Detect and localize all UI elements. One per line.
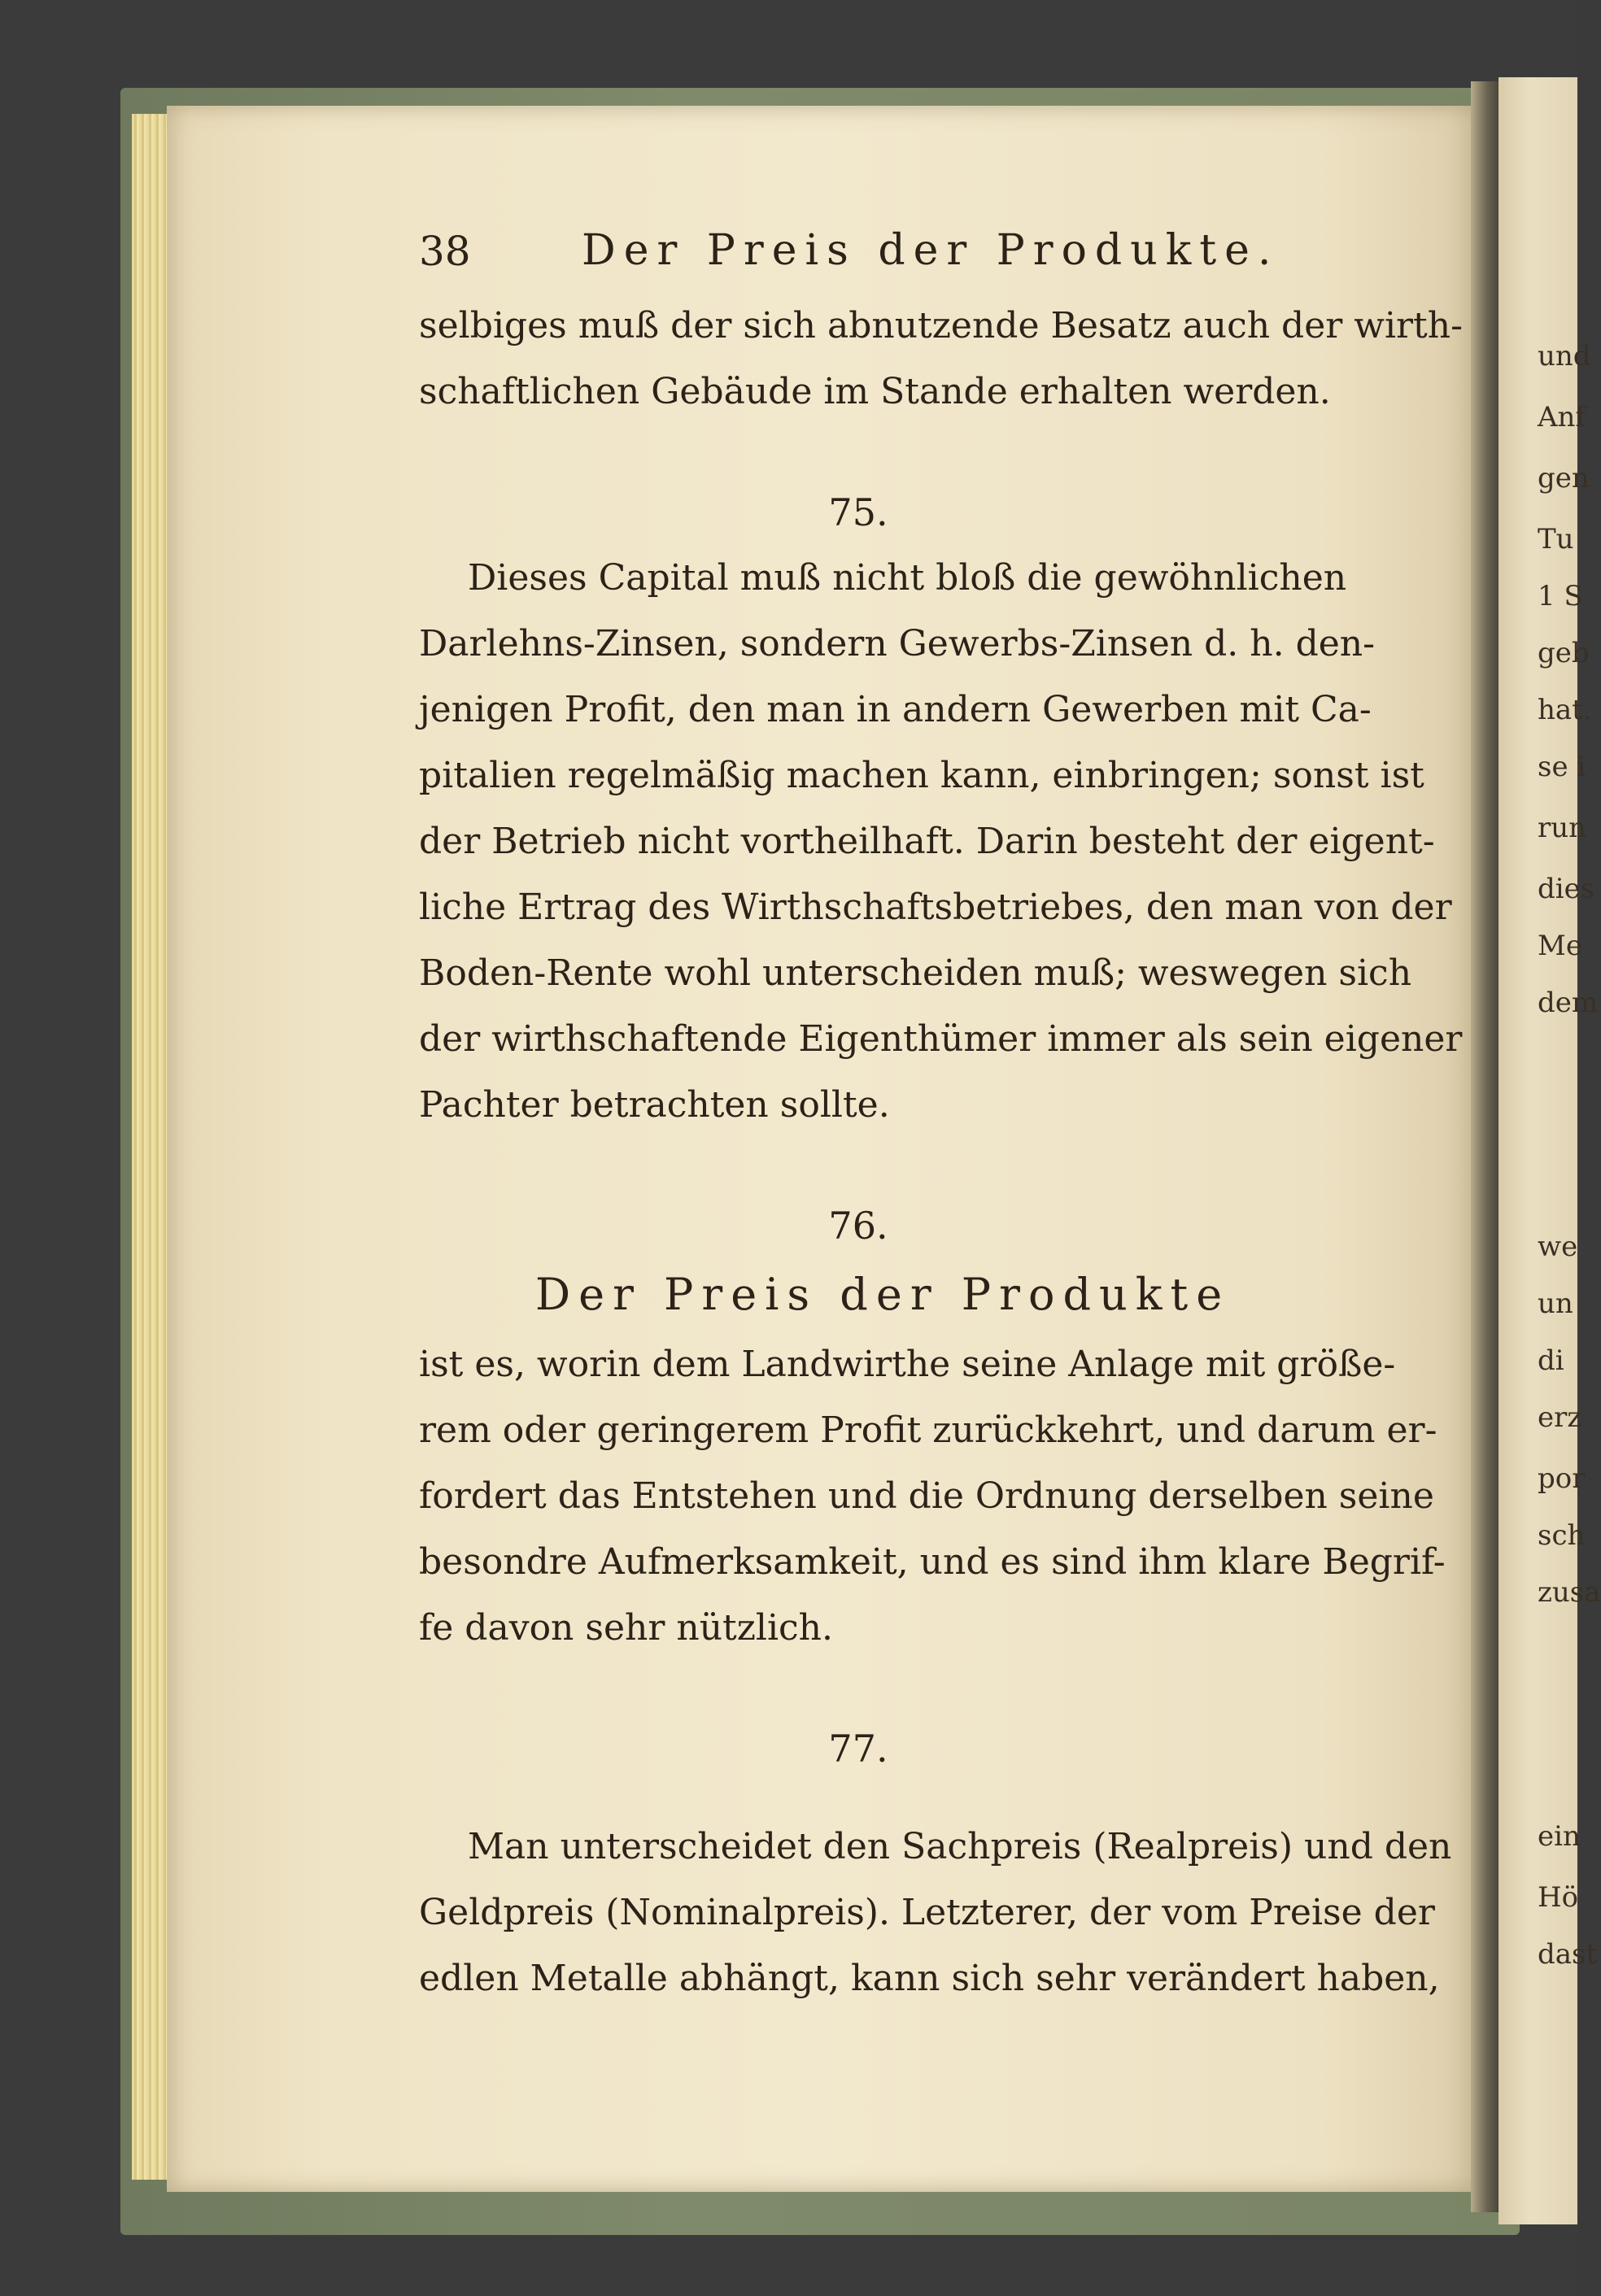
spacer (419, 1661, 1395, 1716)
text-line: der wirthschaftende Eigenthümer immer als sein eigener (419, 1018, 1463, 1060)
facing-fragment: se i (1538, 751, 1586, 783)
page-header (419, 220, 1395, 293)
facing-fragment: geb (1538, 637, 1590, 669)
text-line: edlen Metalle abhängt, kann sich sehr verändert haben, (419, 1958, 1440, 1999)
facing-fragment: di (1538, 1344, 1564, 1377)
text-line: Geldpreis (Nominalpreis). Letzterer, der vom Preise der (419, 1892, 1435, 1933)
facing-fragment: un (1538, 1287, 1573, 1320)
facing-fragment: dast (1538, 1938, 1598, 1971)
spacer (419, 1138, 1395, 1193)
facing-fragment: dies (1538, 873, 1595, 905)
facing-fragment: Anf (1538, 401, 1586, 433)
text-line: jenigen Profit, den man in andern Gewerben mit Ca- (419, 689, 1372, 730)
spacer (419, 1781, 1395, 1814)
running-title: Der Preis der Produkte. (582, 226, 1280, 275)
text-line: liche Ertrag des Wirthschaftsbetriebes, den man von der (419, 887, 1452, 928)
facing-fragment: Me (1538, 930, 1582, 962)
facing-fragment: 1 S (1538, 580, 1583, 612)
page-number: 38 (419, 228, 471, 275)
text-line: Man unterscheidet den Sachpreis (Realpreis) und den (468, 1826, 1452, 1867)
text-line: selbiges muß der sich abnutzende Besatz auch der wirth- (419, 305, 1463, 346)
intro-paragraph (419, 293, 1463, 425)
facing-fragment: Tu (1538, 523, 1574, 555)
facing-fragment: ein (1538, 1820, 1581, 1853)
text-line: fordert das Entstehen und die Ordnung derselben seine (419, 1475, 1434, 1517)
facing-fragment: Hö (1538, 1881, 1579, 1914)
facing-fragment: dem (1538, 987, 1599, 1019)
text-line: rem oder geringerem Profit zurückkehrt, und darum er- (419, 1409, 1437, 1451)
section-number: 77. (828, 1727, 888, 1771)
text-line: schaftlichen Gebäude im Stande erhalten werden. (419, 371, 1331, 412)
facing-fragment: we (1538, 1231, 1578, 1263)
spacer (419, 425, 1395, 480)
text-line: pitalien regelmäßig machen kann, einbringen; sonst ist (419, 755, 1424, 796)
text-line: Boden-Rente wohl unterscheiden muß; weswegen sich (419, 952, 1412, 994)
text-line: der Betrieb nicht vortheilhaft. Darin besteht der eigent- (419, 821, 1435, 862)
text-line: besondre Aufmerksamkeit, und es sind ihm klare Begrif- (419, 1541, 1446, 1583)
text-line: fe davon sehr nützlich. (419, 1607, 834, 1649)
section-number: 76. (828, 1204, 888, 1248)
text-line: Pachter betrachten sollte. (419, 1084, 890, 1126)
facing-fragment: und (1538, 340, 1591, 373)
facing-fragment: hat. (1538, 694, 1592, 726)
facing-fragment: erz (1538, 1401, 1582, 1434)
section-77-paragraph (419, 1814, 1452, 2011)
section-number: 75. (828, 490, 888, 534)
text-line: ist es, worin dem Landwirthe seine Anlage mit größe- (419, 1344, 1396, 1385)
page-content (419, 220, 1463, 2011)
facing-fragment: por (1538, 1462, 1586, 1495)
facing-fragment: gen (1538, 462, 1590, 494)
section-76-paragraph (419, 1331, 1446, 1661)
text-line: Darlehns-Zinsen, sondern Gewerbs-Zinsen d. h. den- (419, 623, 1375, 664)
section-75-paragraph (419, 545, 1463, 1138)
facing-fragment: sch (1538, 1519, 1586, 1552)
section-title: Der Preis der Produkte (534, 1269, 1231, 1320)
facing-fragment: zusa (1538, 1576, 1601, 1609)
facing-fragment: run (1538, 812, 1587, 844)
text-line: Dieses Capital muß nicht bloß die gewöhnlichen (468, 557, 1347, 599)
